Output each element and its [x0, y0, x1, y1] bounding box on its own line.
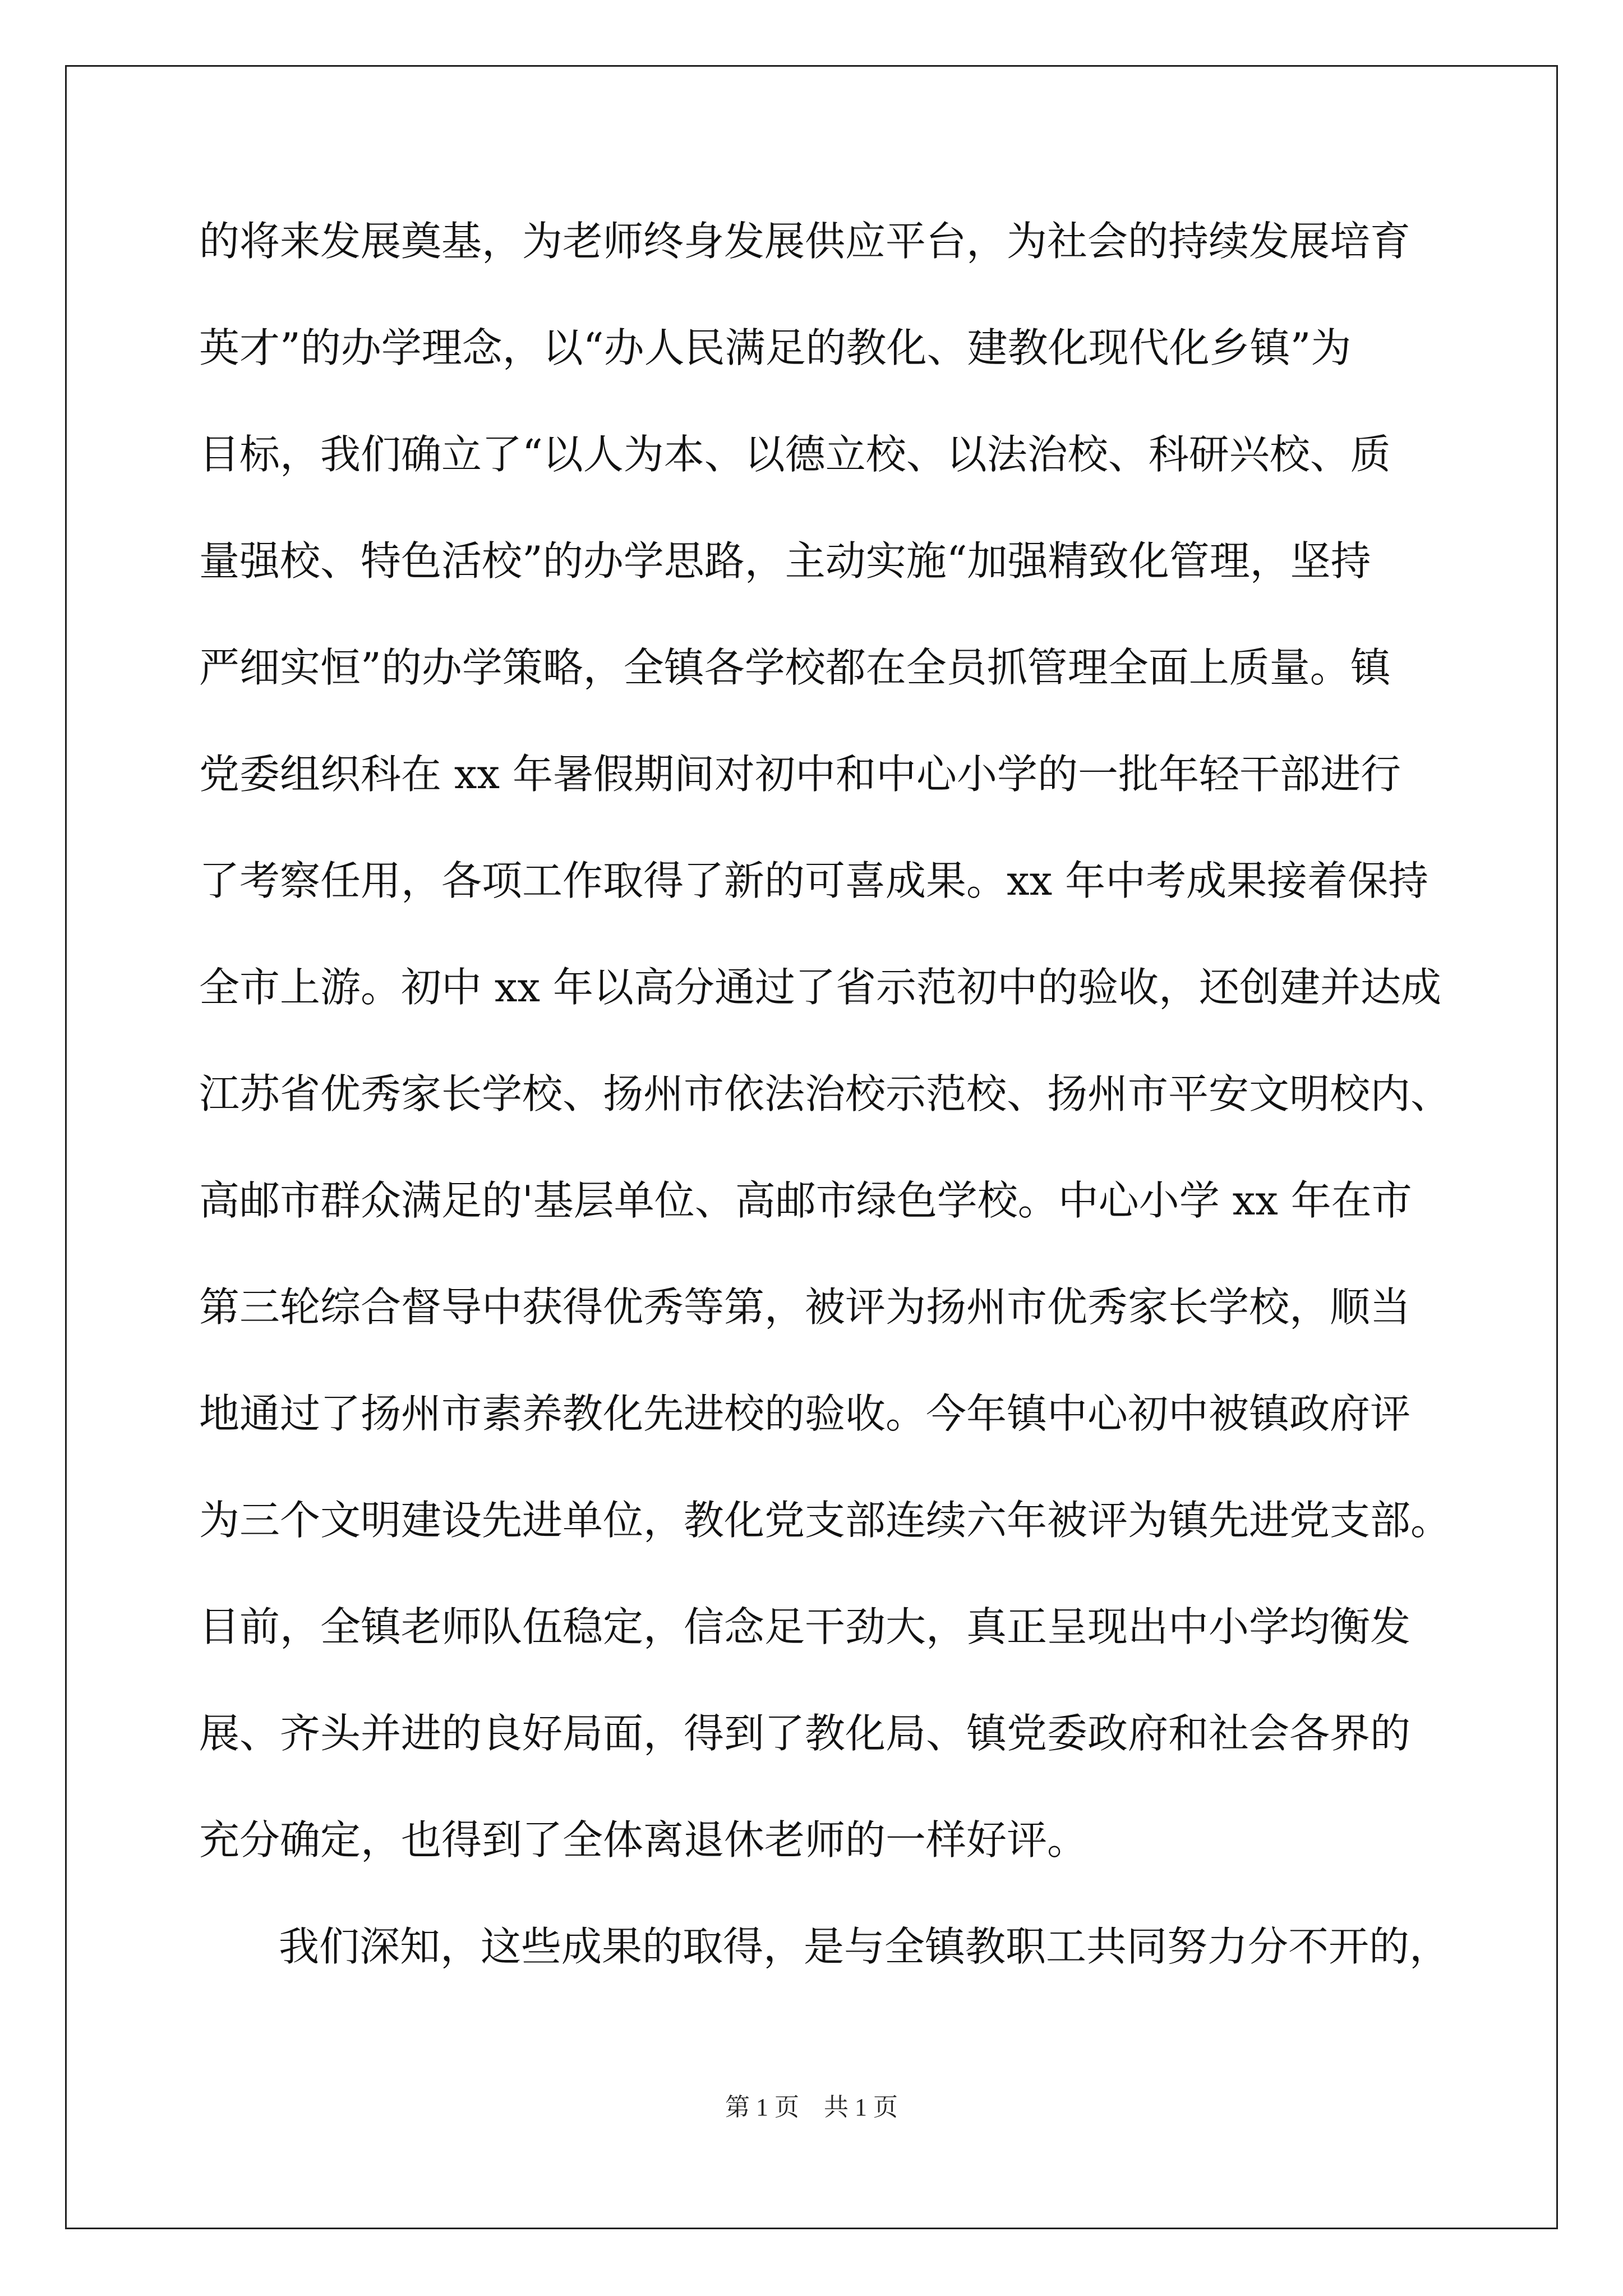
text-line-15: 展、齐头并进的良好局面，得到了教化局、镇党委政府和社会各界的 — [199, 1710, 1411, 1757]
text-line-7: 了考察任用，各项工作取得了新的可喜成果。xx 年中考成果接着保持 — [199, 857, 1429, 904]
text-line-2: 英才”的办学理念，以“办人民满足的教化、建教化现代化乡镇”为 — [199, 324, 1352, 371]
text-line-16: 充分确定，也得到了全体离退休老师的一样好评。 — [199, 1816, 1088, 1864]
text-line-4: 量强校、特色活校”的办学思路，主动实施“加强精致化管理，坚持 — [199, 537, 1371, 585]
text-line-6: 党委组织科在 xx 年暑假期间对初中和中心小学的一批年轻干部进行 — [199, 751, 1401, 798]
text-line-3: 目标，我们确立了“以人为本、以德立校、以法治校、科研兴校、质 — [199, 431, 1391, 478]
text-line-10: 高邮市群众满足的'基层单位、高邮市绿色学校。中心小学 xx 年在市 — [199, 1177, 1412, 1224]
text-line-12: 地通过了扬州市素养教化先进校的验收。今年镇中心初中被镇政府评 — [199, 1390, 1411, 1437]
text-line-14: 目前，全镇老师队伍稳定，信念足干劲大，真正呈现出中小学均衡发 — [199, 1603, 1411, 1650]
text-line-11: 第三轮综合督导中获得优秀等第，被评为扬州市优秀家长学校，顺当 — [199, 1283, 1411, 1331]
document-body — [199, 213, 1451, 2025]
text-line-8: 全市上游。初中 xx 年以高分通过了省示范初中的验收，还创建并达成 — [199, 964, 1441, 1011]
page-footer: 第 1 页 共 1 页 — [725, 2093, 898, 2121]
text-line-5: 严细实恒”的办学策略，全镇各学校都在全员抓管理全面上质量。镇 — [199, 644, 1391, 691]
text-line-13: 为三个文明建设先进单位，教化党支部连续六年被评为镇先进党支部。 — [199, 1497, 1451, 1544]
text-line-1: 的将来发展奠基，为老师终身发展供应平台，为社会的持续发展培育 — [199, 218, 1411, 265]
text-line-9: 江苏省优秀家长学校、扬州市依法治校示范校、扬州市平安文明校内、 — [199, 1070, 1451, 1117]
paragraph-start-line: 我们深知，这些成果的取得，是与全镇教职工共同努力分不开的， — [279, 1923, 1450, 1970]
